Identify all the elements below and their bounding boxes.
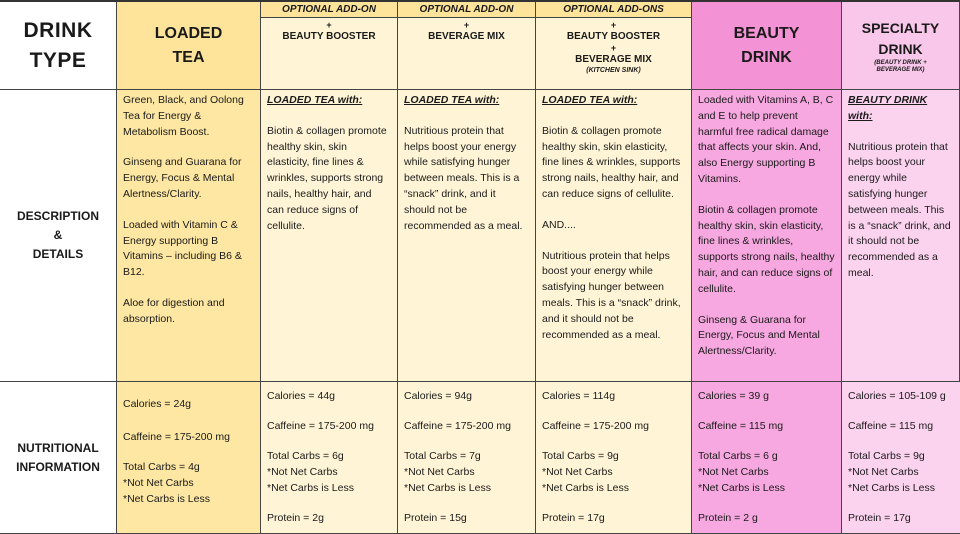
- desc-kitchen-sink-heading: LOADED TEA with:: [542, 94, 638, 106]
- desc-beauty-booster: [261, 90, 398, 382]
- nutri-kitchen-sink: [536, 382, 692, 534]
- specialty-line2: DRINK: [878, 40, 923, 57]
- nutri-bb-note2: *Net Carbs is Less: [267, 482, 354, 494]
- nutri-sd-protein: Protein = 17g: [848, 512, 911, 524]
- drink-type-line2: TYPE: [29, 48, 87, 72]
- desc-beauty-booster-text: Biotin & collagen promote healthy skin, skin elasticity, fine lines & wrinkles, supports strong nails, healthy hair, and can reduce signs of cellulite.: [267, 124, 387, 232]
- nutri-specialty-drink: [842, 382, 960, 534]
- description-line1: DESCRIPTION: [16, 209, 99, 223]
- addon2-plus: +: [463, 20, 470, 30]
- desc-beverage-mix: [398, 90, 536, 382]
- addon1-band: OPTIONAL ADD-ON: [261, 2, 397, 18]
- addon1-name: BEAUTY BOOSTER: [282, 31, 376, 42]
- nutri-sd-caffeine: Caffeine = 115 mg: [848, 420, 934, 432]
- nutri-bm-note1: *Not Net Carbs: [404, 466, 475, 478]
- loaded-tea-line1: LOADED: [154, 24, 223, 42]
- nutri-ks-calories: Calories = 114g: [542, 390, 616, 402]
- desc-beauty-booster-heading: LOADED TEA with:: [267, 94, 363, 106]
- addon3-name1: BEAUTY BOOSTER: [566, 31, 661, 42]
- drink-type-line1: DRINK: [23, 18, 93, 42]
- header-beverage-mix: [398, 2, 536, 90]
- addon3-sub: (KITCHEN SINK): [586, 67, 641, 74]
- description-line2: &: [53, 228, 63, 242]
- row-description-header: [0, 90, 117, 382]
- nutri-sd-note1: *Not Net Carbs: [848, 466, 919, 478]
- nutrition-line2: INFORMATION: [16, 459, 100, 474]
- nutrition-line1: NUTRITIONAL: [17, 440, 99, 455]
- nutri-ks-protein: Protein = 17g: [542, 512, 605, 524]
- beauty-line1: BEAUTY: [733, 24, 800, 42]
- nutri-bb-caffeine: Caffeine = 175-200 mg: [267, 420, 374, 432]
- desc-loaded-tea: [117, 90, 261, 382]
- desc-specialty-heading: BEAUTY DRINK with:: [848, 94, 928, 122]
- addon2-band: OPTIONAL ADD-ON: [398, 2, 535, 18]
- loaded-tea-line2: TEA: [172, 48, 205, 66]
- nutri-bd-note2: *Net Carbs is Less: [698, 482, 785, 494]
- header-loaded-tea: [117, 2, 261, 90]
- desc-kitchen-sink-and: AND....: [542, 218, 576, 231]
- nutri-sd-carbs: Total Carbs = 9g: [848, 450, 925, 462]
- specialty-note-line2: BEVERAGE MIX): [876, 66, 925, 73]
- specialty-line1: SPECIALTY: [861, 19, 940, 36]
- header-beauty-booster: [261, 2, 398, 90]
- nutri-beauty-drink: [692, 382, 842, 534]
- nutri-sd-calories: Calories = 105-109 g: [848, 390, 946, 402]
- desc-kitchen-sink-text2: Nutritious protein that helps boost your energy while satisfying hunger between meals. This is a “snack” drink, and it should not be recommended as a meal.: [542, 249, 681, 341]
- nutri-bd-note1: *Not Net Carbs: [698, 466, 769, 478]
- nutri-loaded-caffeine: Caffeine = 175-200 mg: [123, 431, 230, 443]
- nutri-loaded-note2: *Net Carbs is Less: [123, 493, 210, 505]
- specialty-note-line1: (BEAUTY DRINK +: [874, 59, 927, 66]
- nutri-bd-caffeine: Caffeine = 115 mg: [698, 420, 784, 432]
- desc-beauty-drink-p3: Ginseng & Guarana for Energy, Focus and Mental Alertness/Clarity.: [698, 313, 820, 358]
- nutri-bb-protein: Protein = 2g: [267, 512, 324, 524]
- nutri-ks-note1: *Not Net Carbs: [542, 466, 613, 478]
- nutri-bm-caffeine: Caffeine = 175-200 mg: [404, 420, 511, 432]
- desc-loaded-tea-p1: Green, Black, and Oolong Tea for Energy & Metabolism Boost.: [123, 94, 244, 138]
- desc-beverage-mix-text: Nutritious protein that helps boost your energy while satisfying hunger between meals. This is a “snack” drink, and it should not be recommended as a meal.: [404, 124, 523, 232]
- nutri-loaded-carbs: Total Carbs = 4g: [123, 461, 200, 473]
- desc-beverage-mix-heading: LOADED TEA with:: [404, 94, 500, 106]
- desc-kitchen-sink-text1: Biotin & collagen promote healthy skin, skin elasticity, fine lines & wrinkles, supports strong nails, healthy hair, and can reduce signs of cellulite.: [542, 124, 681, 200]
- nutri-bd-calories: Calories = 39 g: [698, 390, 769, 402]
- nutri-beverage-mix: [398, 382, 536, 534]
- addon3-plus1: +: [610, 20, 617, 30]
- nutri-ks-carbs: Total Carbs = 9g: [542, 450, 619, 462]
- addon2-name: BEVERAGE MIX: [428, 31, 505, 42]
- header-specialty-drink: [842, 2, 960, 90]
- nutri-bm-calories: Calories = 94g: [404, 390, 472, 402]
- row-nutrition-header: [0, 382, 117, 534]
- desc-loaded-tea-p4: Aloe for digestion and absorption.: [123, 296, 225, 325]
- desc-loaded-tea-p3: Loaded with Vitamin C & Energy supporting B Vitamins – including B6 & B12.: [123, 218, 242, 279]
- description-line3: DETAILS: [32, 247, 84, 261]
- nutri-bm-note2: *Net Carbs is Less: [404, 482, 491, 494]
- header-drink-type: [0, 2, 117, 90]
- nutri-bb-note1: *Not Net Carbs: [267, 466, 338, 478]
- nutri-bm-carbs: Total Carbs = 7g: [404, 450, 481, 462]
- desc-specialty-drink: [842, 90, 960, 382]
- desc-loaded-tea-p2: Ginseng and Guarana for Energy, Focus & Mental Alertness/Clarity.: [123, 156, 242, 200]
- nutri-ks-note2: *Net Carbs is Less: [542, 482, 629, 494]
- beauty-line2: DRINK: [741, 48, 792, 66]
- desc-kitchen-sink: [536, 90, 692, 382]
- nutri-bd-protein: Protein = 2 g: [698, 512, 758, 524]
- header-kitchen-sink: [536, 2, 692, 90]
- desc-specialty-text: Nutritious protein that helps boost your energy while satisfying hunger between meals. This is a “snack” drink, and it should not be recommended as a meal.: [848, 140, 951, 279]
- header-beauty-drink: [692, 2, 842, 90]
- desc-beauty-drink-p2: Biotin & collagen promote healthy skin, skin elasticity, fine lines & wrinkles, supports strong nails, healthy hair, and can reduce signs of cellulite.: [698, 203, 835, 295]
- nutri-bb-calories: Calories = 44g: [267, 390, 335, 402]
- nutri-bd-carbs: Total Carbs = 6 g: [698, 450, 778, 462]
- nutri-loaded-note1: *Not Net Carbs: [123, 477, 194, 489]
- nutri-loaded-calories: Calories = 24g: [123, 398, 191, 410]
- desc-beauty-drink-p1: Loaded with Vitamins A, B, C and E to help prevent harmful free radical damage that affects your skin. And, also Energy supporting B Vitamins.: [698, 94, 834, 185]
- nutri-bm-protein: Protein = 15g: [404, 512, 467, 524]
- nutri-beauty-booster: [261, 382, 398, 534]
- addon3-band: OPTIONAL ADD-ONS: [536, 2, 691, 18]
- nutri-ks-caffeine: Caffeine = 175-200 mg: [542, 420, 649, 432]
- nutri-loaded-tea: [117, 382, 261, 534]
- nutri-sd-note2: *Net Carbs is Less: [848, 482, 935, 494]
- addon3-name2: BEVERAGE MIX: [575, 54, 652, 65]
- addon3-plus2: +: [610, 43, 617, 53]
- addon1-plus: +: [326, 20, 332, 30]
- nutri-bb-carbs: Total Carbs = 6g: [267, 450, 344, 462]
- desc-beauty-drink: [692, 90, 842, 382]
